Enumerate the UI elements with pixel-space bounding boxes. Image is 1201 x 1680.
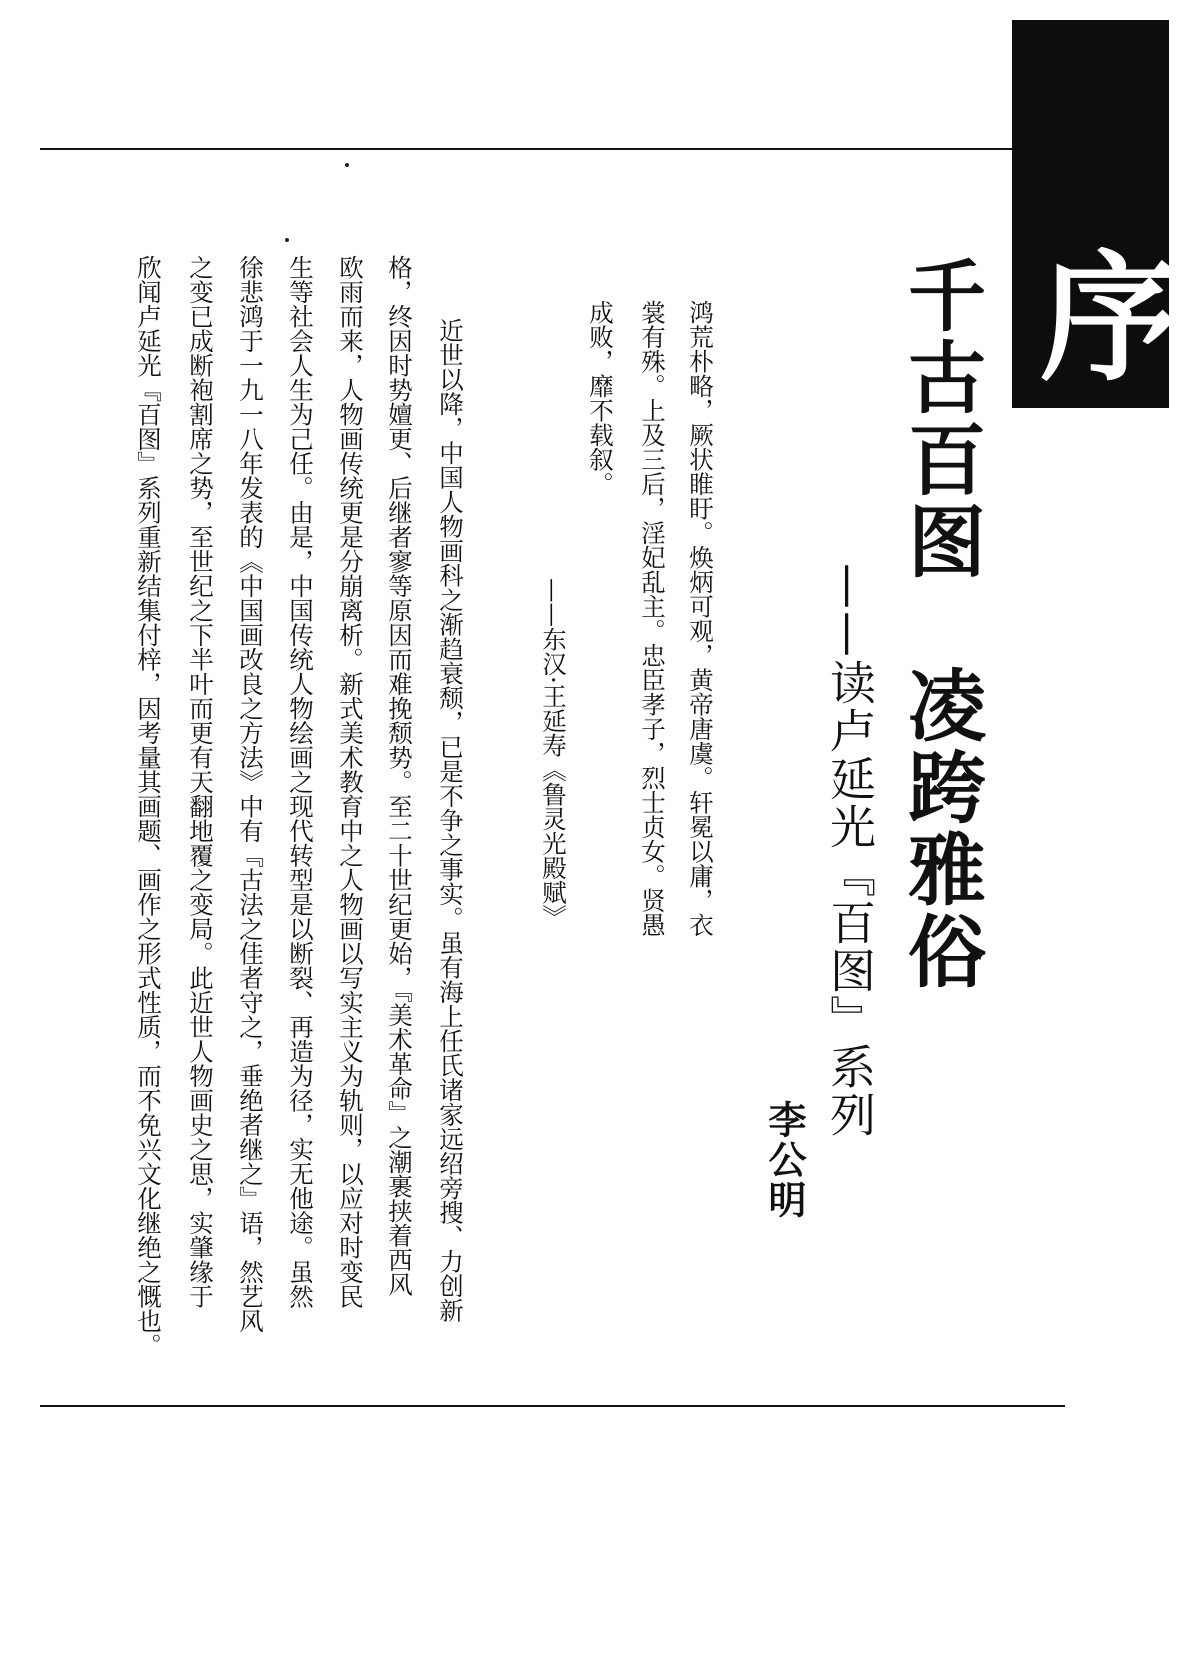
epigraph-source: ——东汉·王延寿《鲁灵光殿赋》	[539, 578, 568, 929]
speck	[345, 163, 349, 167]
section-character: 序	[1040, 238, 1181, 401]
epigraph-line: 鸿荒朴略，厥状睢盱。焕炳可观，黄帝唐虞。轩冕以庸，衣	[686, 300, 715, 937]
article-subtitle: ——读卢延光『百图』系列	[823, 563, 877, 1139]
body-line: 欣闻卢延光『百图』系列重新结集付梓，因考量其画题、画作之形式性质，而不免兴文化继绝之慨也。	[134, 255, 163, 1358]
body-line: 近世以降，中国人物画科之渐趋衰颓，已是不争之事实。虽有海上任氏诸家远绍旁搜、力创新	[436, 318, 465, 1323]
body-line: 欧雨而来，人物画传统更是分崩离析。新式美术教育中之人物画以写实主义为轨则，以应对时变民	[336, 255, 365, 1309]
body-line: 之变已成断袍割席之势，至世纪之下半叶而更有天翻地覆之变局。此近世人物画史之思，实肇缘于	[186, 255, 215, 1309]
body-line: 生等社会人生为己任。由是，中国传统人物绘画之现代转型是以断裂、再造为径，实无他途。虽然	[286, 255, 315, 1309]
author-name: 李公明	[762, 1100, 806, 1220]
top-rule	[40, 148, 1012, 150]
epigraph-line: 裳有殊。上及三后，淫妃乱主。忠臣孝子，烈士贞女。贤愚	[638, 300, 667, 937]
speck	[285, 238, 289, 242]
bottom-rule	[40, 1405, 1065, 1407]
body-line: 格，终因时势嬗更、后继者寥等原因而难挽颓势。至二十世纪更始，『美术革命』之潮裹挟着西风	[385, 255, 414, 1297]
article-title: 千古百图 凌跨雅俗	[895, 255, 985, 993]
body-line: 徐悲鸿于一九一八年发表的《中国画改良之方法》中有『古法之佳者守之，垂绝者继之』语，然艺风	[236, 255, 265, 1333]
epigraph-line: 成败，靡不载叙。	[586, 300, 615, 496]
